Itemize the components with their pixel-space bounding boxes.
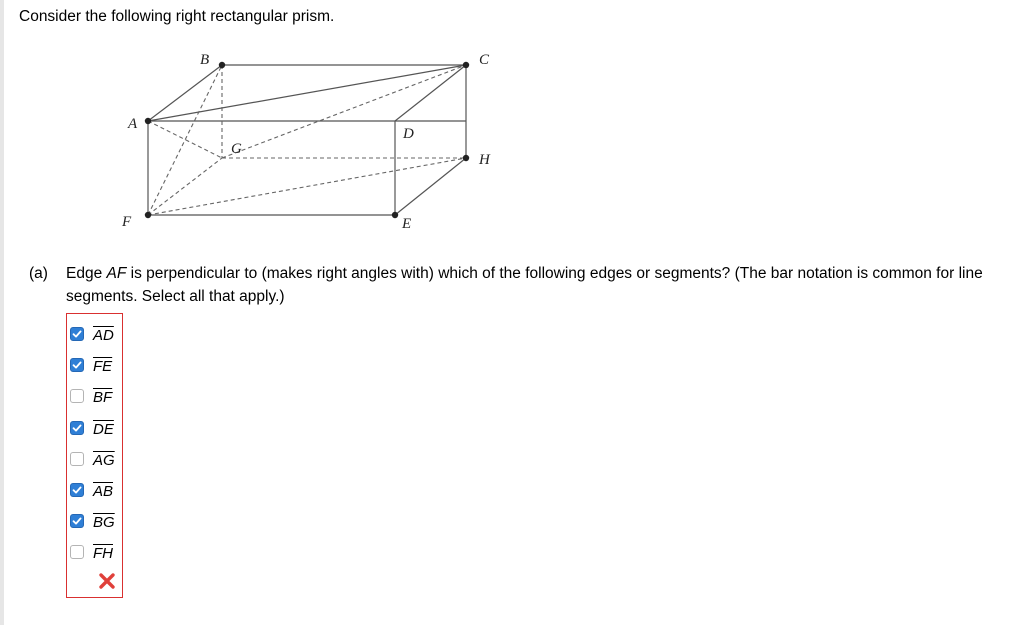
option-FH[interactable] bbox=[70, 542, 113, 562]
checkbox-FH[interactable] bbox=[70, 545, 84, 559]
question-edge: AF bbox=[106, 265, 127, 282]
label-D: D bbox=[403, 126, 414, 142]
segment-FB bbox=[148, 65, 222, 215]
checkmark-icon bbox=[72, 360, 82, 370]
option-label-AG: $\overline{AG}$ bbox=[93, 451, 115, 469]
segment-GC bbox=[222, 65, 466, 158]
option-BG[interactable] bbox=[70, 511, 115, 531]
option-label-FE: $\overline{FE}$ bbox=[93, 357, 113, 375]
edge-AB bbox=[148, 65, 222, 121]
checkmark-icon bbox=[72, 423, 82, 433]
edge-FG bbox=[148, 158, 222, 215]
prism-figure bbox=[110, 44, 510, 234]
option-AB[interactable] bbox=[70, 480, 113, 500]
label-E: E bbox=[402, 216, 412, 232]
checkbox-DE[interactable] bbox=[70, 421, 84, 435]
question-number: (a) bbox=[29, 265, 48, 282]
label-H: H bbox=[479, 152, 490, 168]
edge-EH bbox=[395, 158, 466, 215]
option-label-AD: $\overline{AD}$ bbox=[93, 326, 114, 344]
option-FE[interactable] bbox=[70, 355, 112, 375]
edge-DC bbox=[395, 65, 466, 121]
option-AG[interactable] bbox=[70, 449, 115, 469]
label-G: G bbox=[231, 141, 242, 157]
label-F: F bbox=[122, 214, 132, 230]
segment-AC bbox=[148, 65, 466, 121]
checkmark-icon bbox=[72, 329, 82, 339]
option-label-FH: $\overline{FH}$ bbox=[93, 544, 113, 562]
checkbox-FE[interactable] bbox=[70, 358, 84, 372]
option-label-AB: $\overline{AB}$ bbox=[93, 482, 114, 500]
option-label-DE: $\overline{DE}$ bbox=[93, 420, 114, 438]
checkbox-BF[interactable] bbox=[70, 389, 84, 403]
checkbox-AB[interactable] bbox=[70, 483, 84, 497]
checkbox-AD[interactable] bbox=[70, 327, 84, 341]
incorrect-x-icon bbox=[98, 572, 116, 590]
prompt-text: Consider the following right rectangular prism. bbox=[19, 8, 335, 25]
question-text: Edge AF is perpendicular to (makes right angles with) which of the following edges or segments? (The bar notation is common for line segments. Select all that apply.) bbox=[66, 265, 983, 305]
left-rule bbox=[0, 0, 4, 625]
option-AD[interactable] bbox=[70, 324, 114, 344]
option-label-BF: $\overline{BF}$ bbox=[93, 388, 113, 406]
checkmark-icon bbox=[72, 485, 82, 495]
segment-FH bbox=[148, 158, 466, 215]
option-DE[interactable] bbox=[70, 418, 114, 438]
label-C: C bbox=[479, 52, 490, 68]
prism-diagram bbox=[110, 44, 510, 234]
checkbox-AG[interactable] bbox=[70, 452, 84, 466]
label-B: B bbox=[200, 52, 210, 68]
checkbox-BG[interactable] bbox=[70, 514, 84, 528]
option-BF[interactable] bbox=[70, 386, 112, 406]
answer-box bbox=[66, 313, 123, 598]
question-a bbox=[29, 262, 1014, 308]
checkmark-icon bbox=[72, 516, 82, 526]
option-label-BG: $\overline{BG}$ bbox=[93, 513, 115, 531]
label-A: A bbox=[128, 116, 138, 132]
